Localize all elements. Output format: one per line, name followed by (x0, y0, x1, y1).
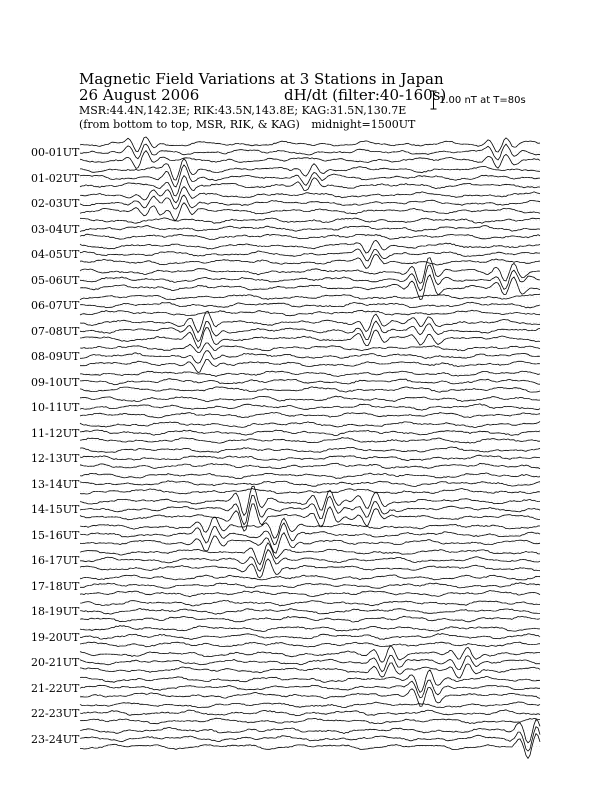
date-label: 26 August 2006 (79, 86, 200, 104)
trace-rik (80, 195, 540, 209)
trace-msr (80, 151, 540, 169)
hour-label: 05-06UT (31, 273, 80, 287)
hour-label: 14-15UT (31, 503, 80, 516)
hour-label: 00-01UT (31, 146, 80, 159)
hour-label: 07-08UT (31, 324, 80, 338)
trace-kag (80, 343, 540, 353)
hour-label: 15-16UT (31, 528, 80, 542)
trace-kag (80, 240, 540, 253)
trace-kag (80, 543, 540, 565)
chart-title: Magnetic Field Variations at 3 Stations in Japan (79, 70, 444, 88)
trace-rik (80, 608, 540, 614)
hour-label: 12-13UT (31, 452, 80, 465)
trace-msr (80, 359, 540, 372)
hour-label: 13-14UT (31, 477, 80, 491)
trace-kag (80, 137, 540, 152)
hour-label: 22-23UT (31, 707, 80, 720)
trace-rik (80, 351, 540, 364)
trace-msr (80, 203, 540, 221)
hour-label: 03-04UT (31, 222, 80, 236)
trace-kag (80, 447, 540, 452)
trace-kag (80, 187, 540, 203)
trace-msr (80, 688, 540, 707)
trace-msr (80, 559, 540, 578)
trace-rik (80, 265, 540, 291)
trace-msr (80, 663, 540, 678)
order-label: (from bottom to top, MSR, RIK, & KAG) (79, 118, 300, 131)
trace-rik (80, 710, 540, 716)
midnight-label: midnight=1500UT (311, 118, 416, 131)
hour-label: 18-19UT (31, 605, 80, 618)
hour-label: 17-18UT (31, 579, 80, 593)
trace-kag (80, 311, 540, 333)
trace-rik (80, 680, 540, 698)
filter-label: dH/dt (filter:40-160s) (284, 86, 447, 104)
hour-label: 20-21UT (31, 656, 80, 669)
trace-rik (80, 379, 540, 385)
hour-label: 02-03UT (31, 197, 80, 210)
hour-label: 04-05UT (31, 248, 80, 261)
hour-label: 16-17UT (31, 554, 80, 567)
scale-label: 1.00 nT at T=80s (439, 95, 526, 106)
hour-label: 08-09UT (31, 350, 80, 363)
trace-kag (80, 702, 540, 708)
hour-label: 11-12UT (31, 426, 80, 440)
hour-label: 19-20UT (31, 630, 80, 644)
hour-label: 10-11UT (31, 401, 80, 414)
trace-kag (80, 473, 540, 479)
trace-msr (80, 591, 540, 597)
trace-msr (80, 234, 540, 239)
hour-label: 23-24UT (31, 732, 80, 746)
trace-msr (80, 413, 540, 418)
hour-label: 09-10UT (31, 375, 80, 389)
trace-kag (80, 371, 540, 376)
trace-rik (80, 430, 540, 436)
hour-label: 01-02UT (31, 171, 80, 185)
hour-label: 06-07UT (31, 299, 80, 312)
trace-rik (80, 249, 540, 261)
trace-msr (80, 488, 540, 494)
station-coordinates: MSR:44.4N,142.3E; RIK:43.5N,143.8E; KAG:31.5N,130.7E (79, 104, 407, 117)
trace-kag (80, 670, 540, 693)
hour-label: 21-22UT (31, 681, 80, 695)
